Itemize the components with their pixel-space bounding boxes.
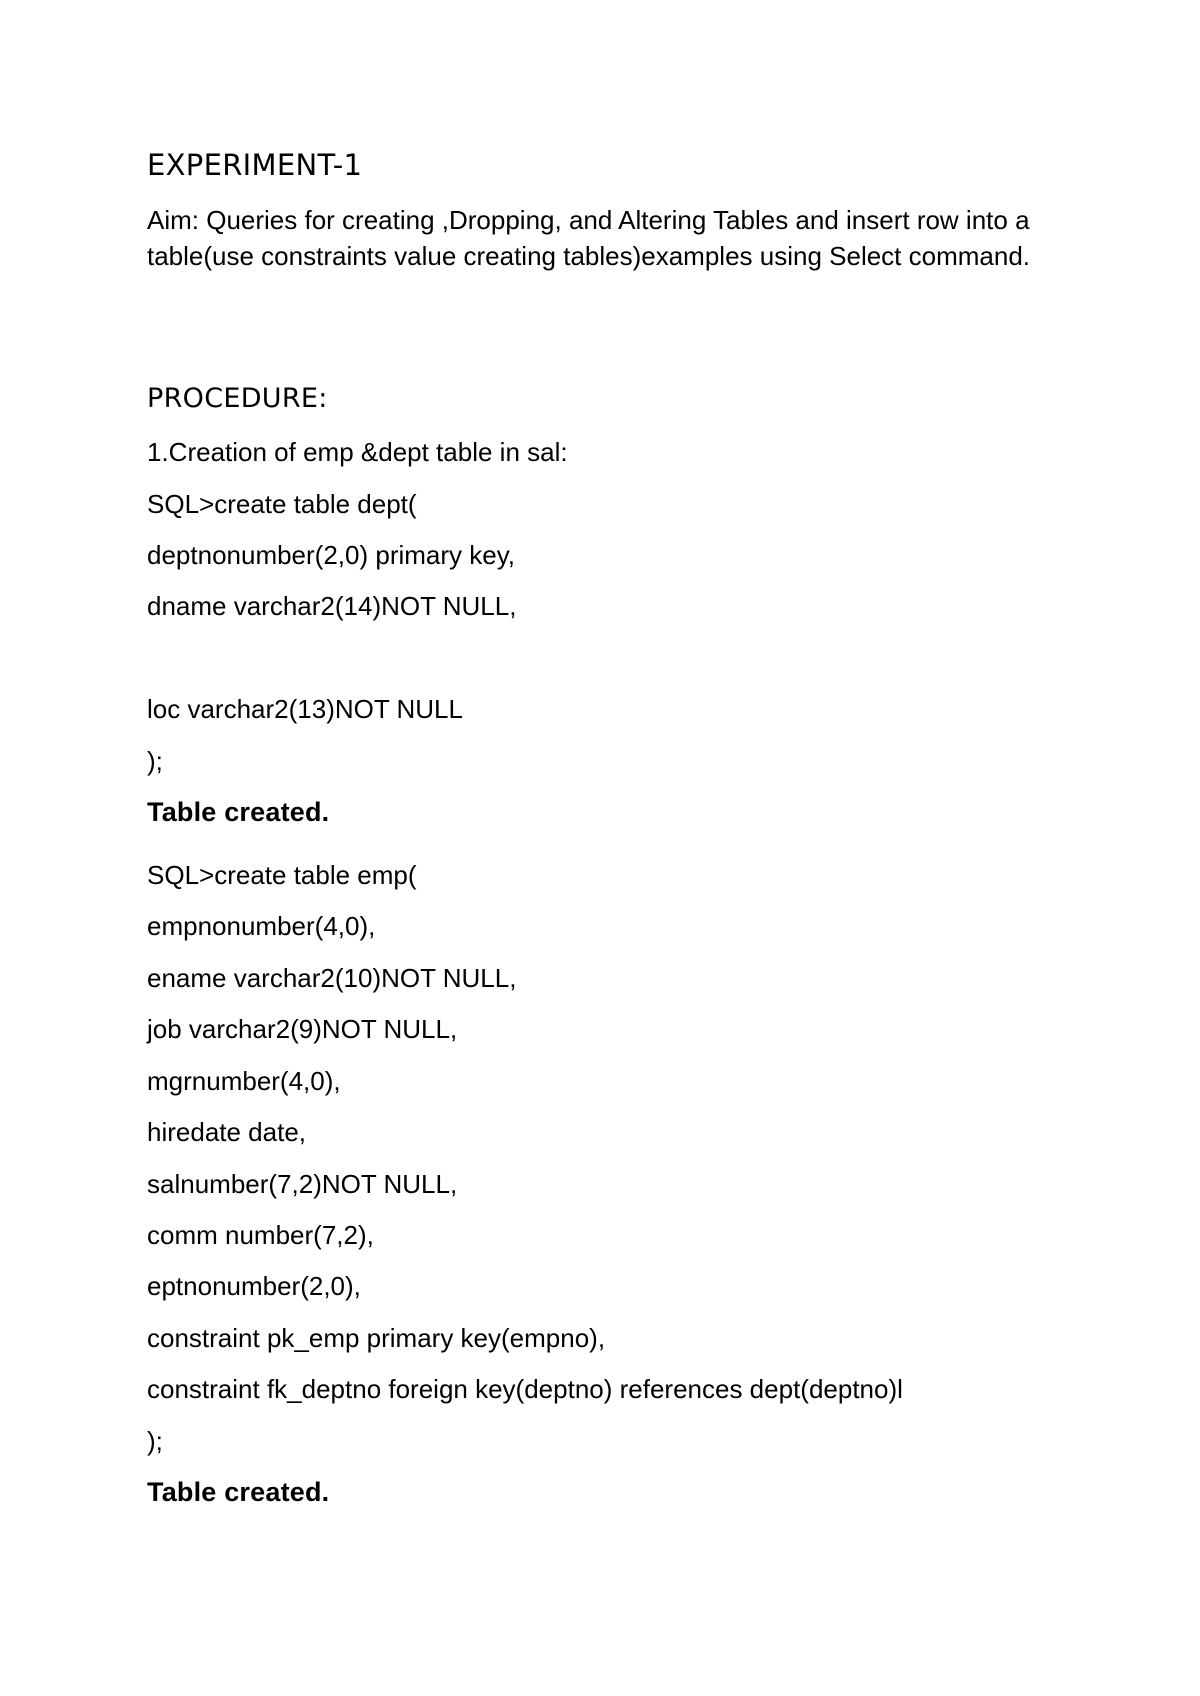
emp-sql-line: job varchar2(9)NOT NULL, (147, 1014, 458, 1044)
dept-sql-line: ); (147, 746, 163, 776)
emp-sql-line: empnonumber(4,0), (147, 911, 376, 941)
emp-sql-line: ); (147, 1426, 163, 1456)
dept-result: Table created. (147, 797, 330, 827)
dept-sql-line: dname varchar2(14)NOT NULL, (147, 591, 517, 621)
emp-sql-line: hiredate date, (147, 1117, 307, 1147)
emp-sql-line: constraint fk_deptno foreign key(deptno) references dept(deptno)l (147, 1374, 903, 1404)
emp-sql-line: salnumber(7,2)NOT NULL, (147, 1169, 458, 1199)
emp-sql-line: constraint pk_emp primary key(empno), (147, 1323, 606, 1353)
procedure-heading: PROCEDURE: (147, 383, 328, 414)
dept-sql-line: deptnonumber(2,0) primary key, (147, 540, 516, 570)
dept-sql-line: loc varchar2(13)NOT NULL (147, 694, 463, 724)
step-1-text: 1.Creation of emp &dept table in sal: (147, 437, 568, 467)
emp-sql-line: comm number(7,2), (147, 1220, 374, 1250)
emp-result: Table created. (147, 1477, 330, 1507)
emp-sql-line: mgrnumber(4,0), (147, 1066, 341, 1096)
dept-sql-line: SQL>create table dept( (147, 489, 417, 519)
emp-sql-line: SQL>create table emp( (147, 860, 417, 890)
experiment-title: EXPERIMENT-1 (147, 148, 363, 182)
aim-paragraph: Aim: Queries for creating ,Dropping, and Altering Tables and insert row into a table(use constraints value creating tables)examples using Select command. (147, 205, 1031, 271)
emp-sql-line: eptnonumber(2,0), (147, 1271, 361, 1301)
emp-sql-line: ename varchar2(10)NOT NULL, (147, 963, 517, 993)
